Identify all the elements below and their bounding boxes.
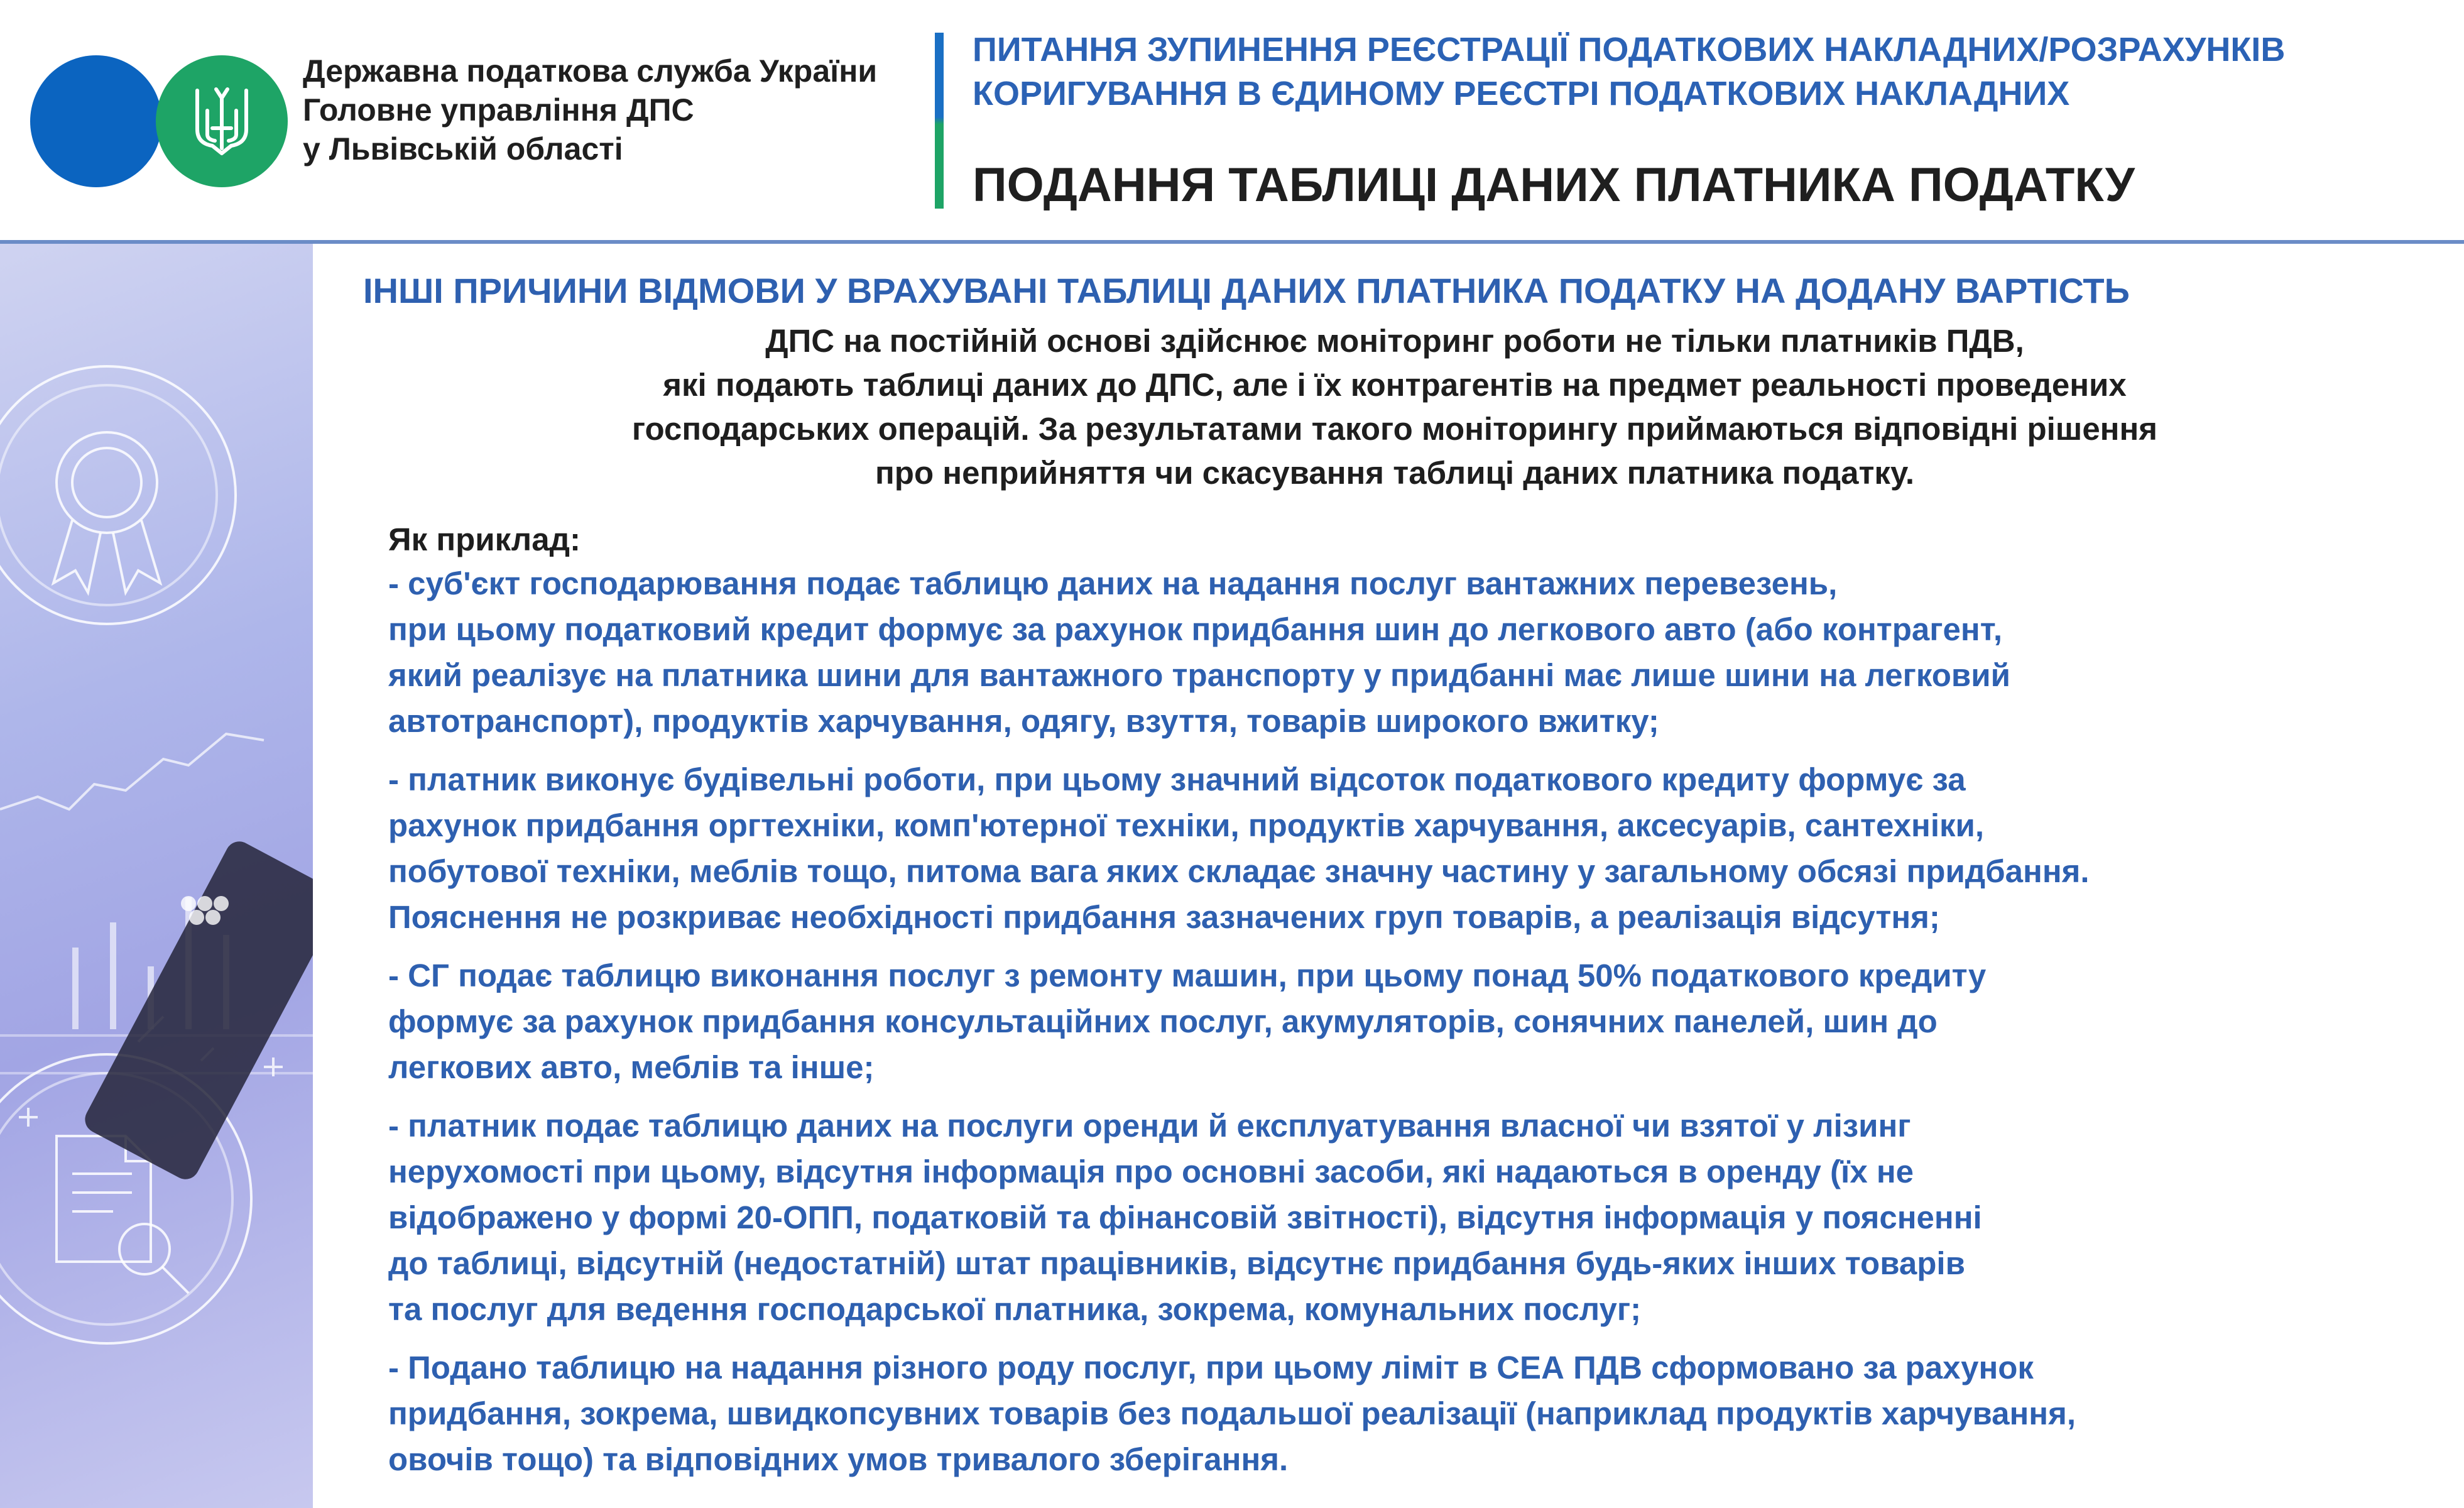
organization-name <box>303 52 877 168</box>
intro-line: які подають таблиці даних до ДПС, але і їх контрагентів на предмет реальності проведених <box>663 367 2127 403</box>
item-line: - Подано таблицю на надання різного роду послуг, при цьому ліміт в СЕА ПДВ сформовано за рахунок <box>388 1350 2034 1385</box>
example-item-5 <box>388 1345 2455 1482</box>
intro-paragraph <box>319 319 2464 495</box>
item-line: - платник подає таблицю даних на послуги оренди й експлуатування власної чи взятої у лізинг <box>388 1108 1911 1144</box>
page-title: ПОДАННЯ ТАБЛИЦІ ДАНИХ ПЛАТНИКА ПОДАТКУ <box>973 158 2135 212</box>
example-item-2 <box>388 757 2455 940</box>
content-area <box>313 244 2464 1508</box>
item-line: рахунок придбання оргтехніки, комп'ютерної техніки, продуктів харчування, аксесуарів, сантехніки, <box>388 807 1985 843</box>
item-line: автотранспорт), продуктів харчування, одягу, взуття, товарів широкого вжитку; <box>388 703 1659 739</box>
logo-green-circle <box>156 55 288 187</box>
logo-blue-circle <box>30 55 162 187</box>
item-line: формує за рахунок придбання консультаційних послуг, акумуляторів, сонячних панелей, шин до <box>388 1003 1938 1039</box>
header <box>0 0 2464 240</box>
example-list <box>388 560 2455 1495</box>
topic-line-1: ПИТАННЯ ЗУПИНЕННЯ РЕЄСТРАЦІЇ ПОДАТКОВИХ НАКЛАДНИХ/РОЗРАХУНКІВ <box>973 31 2286 68</box>
item-line: при цьому податковий кредит формує за рахунок придбання шин до легкового авто (або контрагент, <box>388 611 2003 647</box>
item-line: Пояснення не розкриває необхідності придбання зазначених груп товарів, а реалізація відсутня; <box>388 899 1940 935</box>
item-line: побутової техніки, меблів тощо, питома вага яких складає значну частину у загальному обсязі придбання. <box>388 853 2090 889</box>
item-line: - суб'єкт господарювання подає таблицю даних на надання послуг вантажних перевезень, <box>388 566 1838 601</box>
decorative-side-panel <box>0 244 313 1508</box>
item-line: - СГ подає таблицю виконання послуг з ремонту машин, при цьому понад 50% податкового кредиту <box>388 958 1987 993</box>
trident-icon <box>194 85 250 157</box>
item-line: - платник виконує будівельні роботи, при цьому значний відсоток податкового кредиту формує за <box>388 762 1966 797</box>
org-line-2: Головне управління ДПС <box>303 92 694 128</box>
example-label: Як приклад: <box>388 522 581 557</box>
item-line: легкових авто, меблів та інше; <box>388 1049 875 1085</box>
topic-heading <box>973 28 2443 116</box>
intro-line: господарських операцій. За результатами такого моніторингу приймаються відповідні рішення <box>631 411 2158 447</box>
item-line: нерухомості при цьому, відсутня інформація про основні засоби, які надаються в оренду (їх не <box>388 1154 1914 1189</box>
header-accent-bar <box>935 33 944 209</box>
org-line-3: у Львівській області <box>303 131 623 167</box>
award-circle <box>0 366 236 624</box>
item-line: та послуг для ведення господарської платника, зокрема, комунальних послуг; <box>388 1291 1642 1327</box>
section-title: ІНШІ ПРИЧИНИ ВІДМОВИ У ВРАХУВАНІ ТАБЛИЦІ ДАНИХ ПЛАТНИКА ПОДАТКУ НА ДОДАНУ ВАРТІСТЬ <box>363 271 2130 310</box>
example-item-1 <box>388 560 2455 744</box>
item-line: овочів тощо) та відповідних умов тривалого зберігання. <box>388 1441 1289 1477</box>
chart-line <box>0 734 264 809</box>
item-line: який реалізує на платника шини для вантажного транспорту у придбанні має лише шини на легковий <box>388 657 2010 693</box>
topic-line-2: КОРИГУВАННЯ В ЄДИНОМУ РЕЄСТРІ ПОДАТКОВИХ НАКЛАДНИХ <box>973 75 2070 112</box>
item-line: відображено у формі 20-ОПП, податковій та фінансовій звітності), відсутня інформація у поясненні <box>388 1199 1982 1235</box>
intro-line: про неприйняття чи скасування таблиці даних платника податку. <box>875 455 1914 491</box>
intro-line: ДПС на постійній основі здійснює моніторинг роботи не тільки платників ПДВ, <box>765 323 2024 359</box>
org-line-1: Державна податкова служба України <box>303 53 878 89</box>
example-item-4 <box>388 1103 2455 1332</box>
decorative-graphics <box>0 244 313 1508</box>
item-line: придбання, зокрема, швидкопсувних товарів без подальшої реалізації (наприклад продуктів харчування, <box>388 1396 2076 1431</box>
example-item-3 <box>388 953 2455 1090</box>
item-line: до таблиці, відсутній (недостатній) штат працівників, відсутнє придбання будь-яких інших товарів <box>388 1245 1965 1281</box>
